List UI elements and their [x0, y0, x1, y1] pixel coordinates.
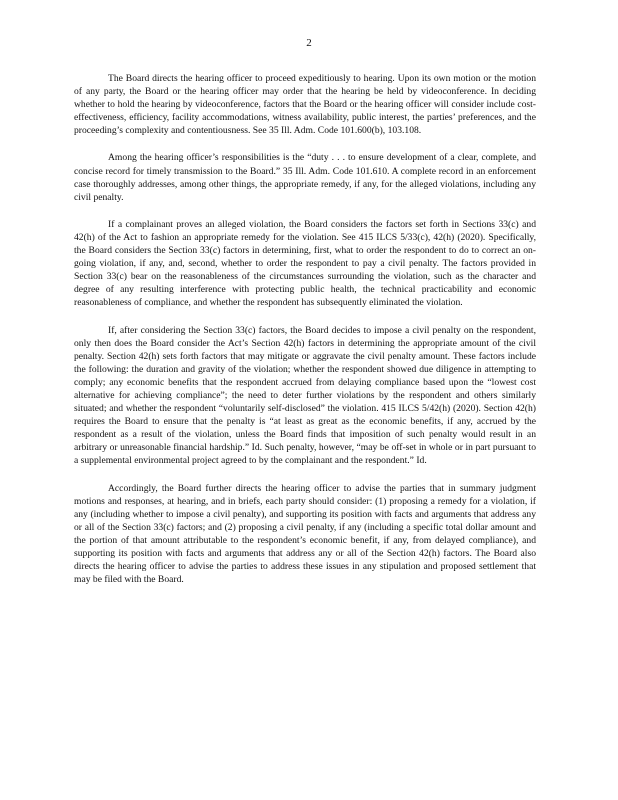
page-number: 2: [306, 37, 312, 49]
document-body: [74, 72, 536, 600]
paragraph-section-33c-factors: If a complainant proves an alleged violation, the Board considers the factors set forth in Sections 33(c) and 42(h) of the Act to fashion an appropriate remedy for the violation. See 415 ILCS 5/33(c), 42(h) (2020). Specifically, the Board considers the Section 33(c) factors in determining, first, what to order the respondent to do to correct an on-going violation, if any, and, second, whether to order the respondent to pay a civil penalty. The factors provided in Section 33(c) bear on the reasonableness of the circumstances surrounding the violation, such as the character and degree of any resulting interference with protecting public health, the technical practicability and economic reasonableness of compliance, and whether the respondent has subsequently eliminated the violation.: [74, 218, 536, 309]
paragraph-directions-to-parties: Accordingly, the Board further directs the hearing officer to advise the parties that in summary judgment motions and responses, at hearing, and in briefs, each party should consider: (1) proposing a remedy for a violation, if any (including whether to impose a civil penalty), and supporting its position with facts and arguments that address any or all of the Section 33(c) factors; and (2) proposing a civil penalty, if any (including a specific total dollar amount and the portion of that amount attributable to the respondent’s economic benefit, if any, from delayed compliance), and supporting its position with facts and arguments that address any or all of the Section 42(h) factors. The Board also directs the hearing officer to advise the parties to address these issues in any stipulation and proposed settlement that may be filed with the Board.: [74, 482, 536, 586]
paragraph-hearing-officer-duties: Among the hearing officer’s responsibilities is the “duty . . . to ensure development of a clear, complete, and concise record for timely transmission to the Board.” 35 Ill. Adm. Code 101.610. A complete record in an enforcement case thoroughly addresses, among other things, the appropriate remedy, if any, for the alleged violations, including any civil penalty.: [74, 152, 536, 203]
paragraph-videoconference-hearing: The Board directs the hearing officer to proceed expeditiously to hearing. Upon its own motion or the motion of any party, the Board or the hearing officer may order that the hearing be held by videoconference. In deciding whether to hold the hearing by videoconference, factors that the Board or the hearing officer will consider include cost-effectiveness, efficiency, facility accommodations, witness availability, public interest, the parties’ preferences, and the proceeding’s complexity and contentiousness. See 35 Ill. Adm. Code 101.600(b), 103.108.: [74, 73, 536, 137]
paragraph-section-42h-factors: If, after considering the Section 33(c) factors, the Board decides to impose a civil penalty on the respondent, only then does the Board consider the Act’s Section 42(h) factors in determining the appropriate amount of the civil penalty. Section 42(h) sets forth factors that may mitigate or aggravate the civil penalty amount. These factors include the following: the duration and gravity of the violation; whether the respondent showed due diligence in attempting to comply; any economic benefits that the respondent accrued from delaying compliance based upon the “lowest cost alternative for achieving compliance”; the need to deter further violations by the respondent and others similarly situated; and whether the respondent “voluntarily self-disclosed” the violation. 415 ILCS 5/42(h) (2020). Section 42(h) requires the Board to ensure that the penalty is “at least as great as the economic benefits, if any, accrued by the respondent as a result of the violation, unless the Board finds that imposition of such penalty would result in an arbitrary or unreasonable financial hardship.” Id. Such penalty, however, “may be off-set in whole or in part pursuant to a supplemental environmental project agreed to by the complainant and the respondent.” Id.: [74, 324, 536, 467]
